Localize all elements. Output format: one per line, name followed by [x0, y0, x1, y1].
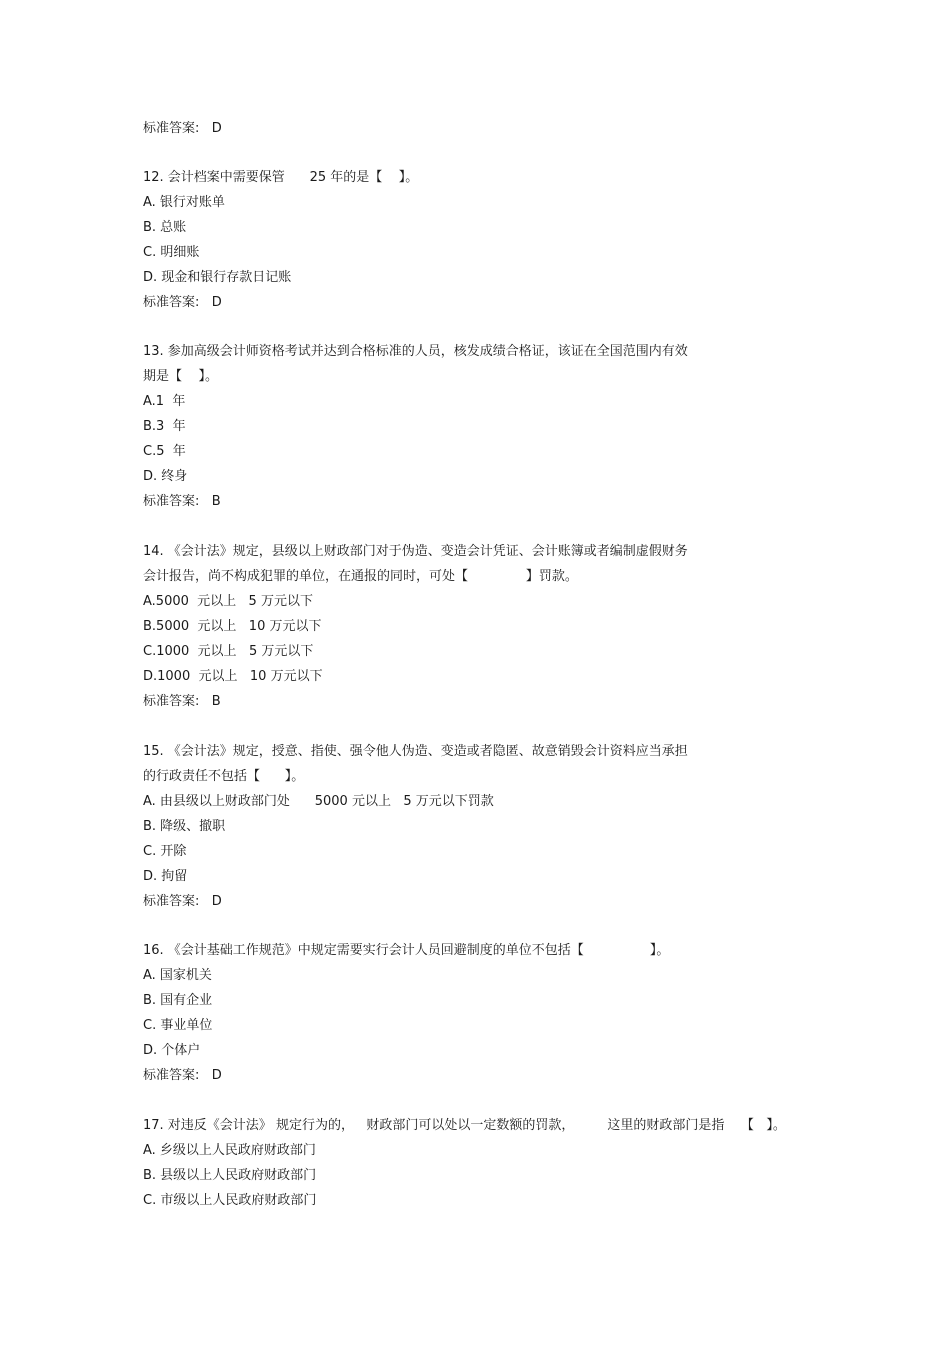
question-stem: 13. 参加高级会计师资格考试并达到合格标准的人员，核发成绩合格证，该证在全国范围内有效 — [143, 344, 688, 359]
option-c: C. 事业单位 — [143, 1018, 213, 1033]
option-a: A. 由县级以上财政部门处 5000 元以上 5 万元以下罚款 — [143, 794, 494, 809]
option-c: C. 开除 — [143, 844, 187, 859]
option-a: A. 银行对账单 — [143, 195, 225, 210]
option-b: B. 总账 — [143, 220, 187, 235]
option-a: A. 国家机关 — [143, 968, 212, 983]
option-d: D. 个体户 — [143, 1043, 201, 1058]
question-stem-continued: 的行政责任不包括【 】。 — [143, 769, 305, 784]
option-b: B. 国有企业 — [143, 993, 213, 1008]
question-stem-continued: 期是【 】。 — [143, 369, 219, 384]
option-d: D.1000 元以上 10 万元以下 — [143, 669, 323, 684]
answer-line: 标准答案: B — [143, 694, 221, 709]
question-stem: 16. 《会计基础工作规范》中规定需要实行会计人员回避制度的单位不包括【 】。 — [143, 943, 670, 958]
question-stem: 15. 《会计法》规定，授意、指使、强令他人伪造、变造或者隐匿、故意销毁会计资料应当承担 — [143, 744, 688, 759]
option-c: C. 明细账 — [143, 245, 200, 260]
question-stem-continued: 会计报告，尚不构成犯罪的单位，在通报的同时，可处【 】罚款。 — [143, 569, 578, 584]
option-b: B. 县级以上人民政府财政部门 — [143, 1168, 317, 1183]
option-c: C.1000 元以上 5 万元以下 — [143, 644, 314, 659]
answer-line: 标准答案: D — [143, 121, 222, 136]
answer-line: 标准答案: B — [143, 494, 221, 509]
answer-line: 标准答案: D — [143, 295, 222, 310]
question-stem: 14. 《会计法》规定，县级以上财政部门对于伪造、变造会计凭证、会计账簿或者编制虚假财务 — [143, 544, 688, 559]
option-a: A.5000 元以上 5 万元以下 — [143, 594, 313, 609]
option-b: B.3 年 — [143, 419, 186, 434]
option-b: B.5000 元以上 10 万元以下 — [143, 619, 322, 634]
option-d: D. 现金和银行存款日记账 — [143, 270, 292, 285]
question-stem: 17. 对违反《会计法》 规定行为的， 财政部门可以处以一定数额的罚款， 这里的财政部门是指 【 】。 — [143, 1118, 786, 1133]
option-a: A. 乡级以上人民政府财政部门 — [143, 1143, 316, 1158]
option-d: D. 终身 — [143, 469, 188, 484]
answer-line: 标准答案: D — [143, 1068, 222, 1083]
question-stem: 12. 会计档案中需要保管 25 年的是【 】。 — [143, 170, 419, 185]
option-c: C.5 年 — [143, 444, 186, 459]
option-c: C. 市级以上人民政府财政部门 — [143, 1193, 317, 1208]
answer-line: 标准答案: D — [143, 894, 222, 909]
option-a: A.1 年 — [143, 394, 186, 409]
option-d: D. 拘留 — [143, 869, 188, 884]
option-b: B. 降级、撤职 — [143, 819, 226, 834]
